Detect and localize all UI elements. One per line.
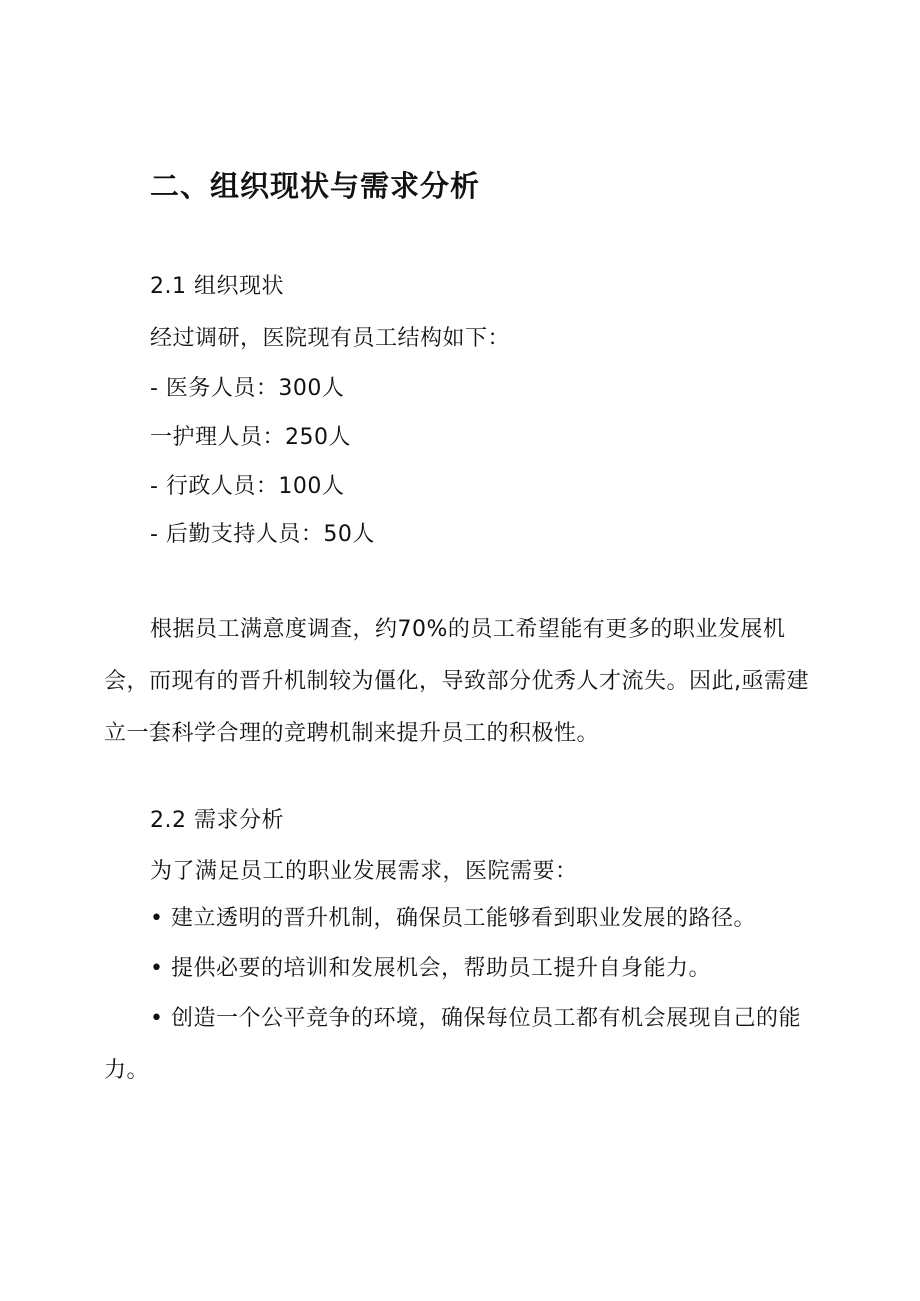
needs-intro: 为了满足员工的职业发展需求，医院需要： (150, 859, 578, 884)
staff-structure-intro: 经过调研，医院现有员工结构如下： (150, 326, 511, 351)
staff-item-medical: - 医务人员：300人 (150, 376, 345, 401)
need-item-fair-competition: • 创造一个公平竞争的环境，确保每位员工都有机会展现自己的能力。 (104, 1006, 801, 1083)
section-title-needs-analysis: 2.2 需求分析 (150, 808, 284, 833)
satisfaction-paragraph: 根据员工满意度调查，约70%的员工希望能有更多的职业发展机会，而现有的晋升机制较为僵化，导致部分优秀人才流失。因此,亟需建立一套科学合理的竞聘机制来提升员工的积极性。 (104, 617, 809, 746)
staff-item-administrative: - 行政人员：100人 (150, 474, 345, 499)
staff-item-logistics: - 后勤支持人员：50人 (150, 522, 375, 547)
need-item-transparent-promotion: • 建立透明的晋升机制，确保员工能够看到职业发展的路径。 (150, 906, 756, 931)
need-item-training: • 提供必要的培训和发展机会，帮助员工提升自身能力。 (150, 956, 711, 981)
staff-item-nursing: 一护理人员：250人 (150, 425, 351, 450)
page-title: 二、组织现状与需求分析 (150, 169, 481, 203)
section-title-organization-status: 2.1 组织现状 (150, 274, 284, 299)
